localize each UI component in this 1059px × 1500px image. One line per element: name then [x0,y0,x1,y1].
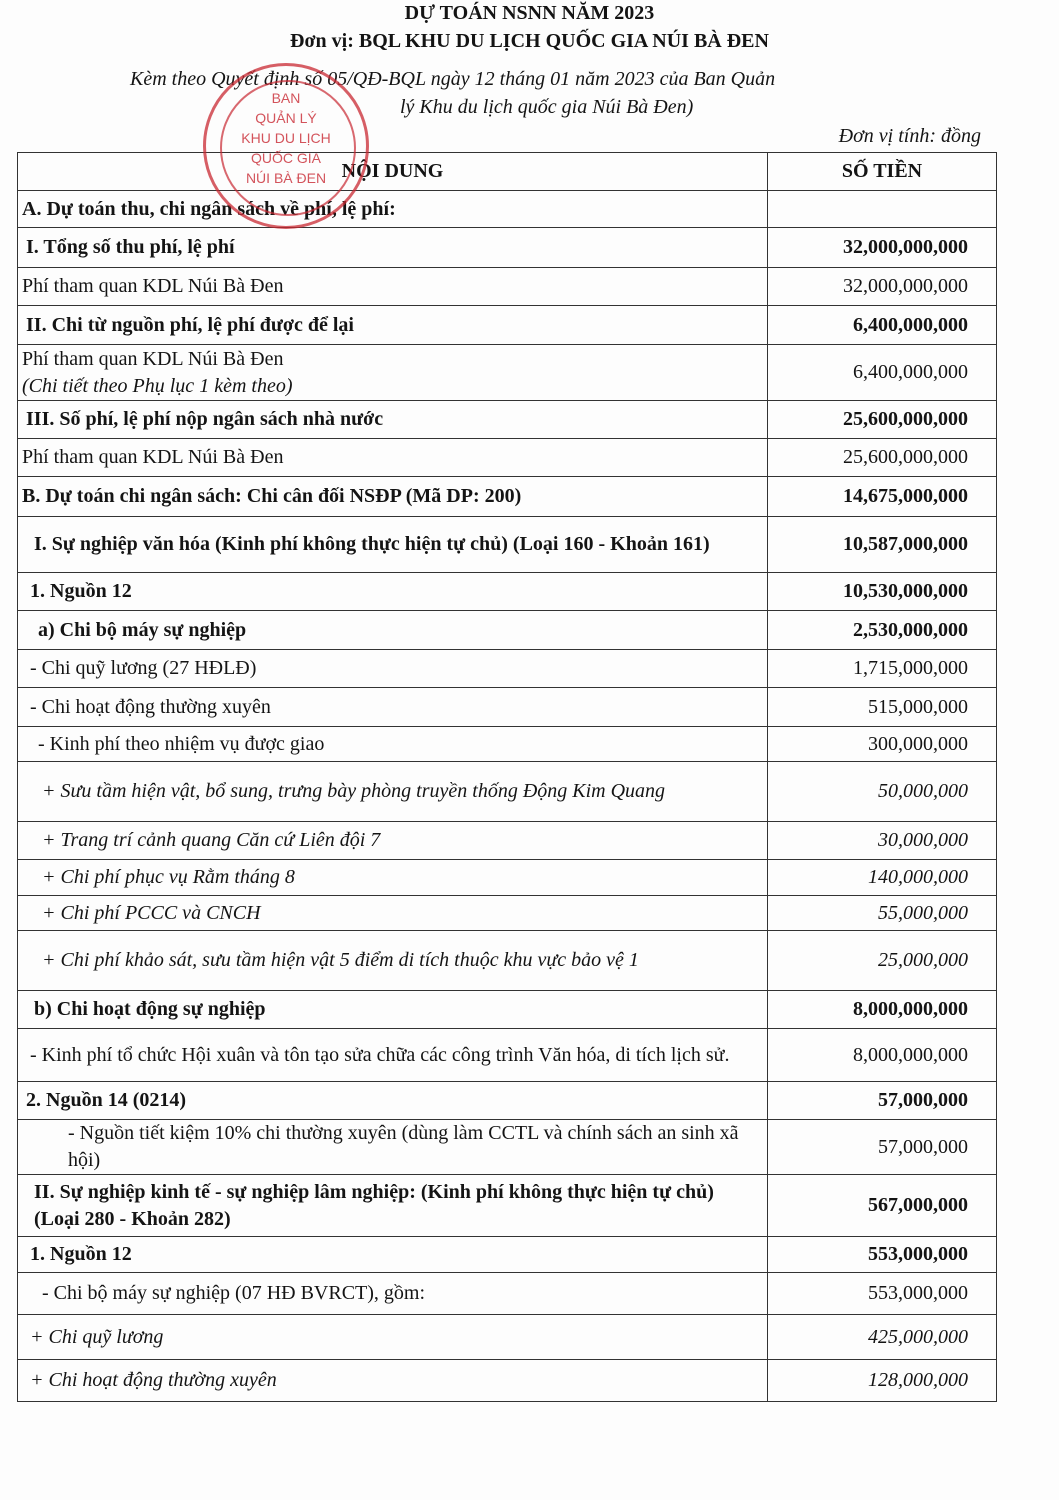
row-content [18,401,768,439]
row-content-text: + Chi phí PCCC và CNCH [42,901,261,924]
row-content-text: I. Tổng số thu phí, lệ phí [26,236,235,258]
row-amount: 1,715,000,000 [768,650,997,688]
row-amount: 25,600,000,000 [768,439,997,477]
table-row [18,688,997,727]
table-row [18,991,997,1029]
row-content [18,573,768,611]
row-content-text: Phí tham quan KDL Núi Bà Đen [22,275,284,297]
row-content [18,477,768,517]
table-row [18,345,997,401]
row-content [18,191,768,228]
row-content [18,1082,768,1120]
table-row [18,1360,997,1402]
row-content-text: b) Chi hoạt động sự nghiệp [34,998,266,1020]
organization-unit: Đơn vị: BQL KHU DU LỊCH QUỐC GIA NÚI BÀ ĐEN [290,30,769,52]
row-content [18,517,768,573]
row-content-text: 1. Nguồn 12 [30,1243,132,1265]
row-content-text: + Chi quỹ lương [30,1325,164,1348]
table-row [18,191,997,228]
table-row [18,896,997,931]
table-row [18,1237,997,1273]
row-amount: 2,530,000,000 [768,611,997,650]
row-amount: 553,000,000 [768,1273,997,1315]
row-content [18,345,768,401]
row-content-text: 1. Nguồn 12 [30,580,132,602]
table-row [18,1029,997,1082]
row-content-text: a) Chi bộ máy sự nghiệp [38,618,247,641]
row-content-note: (Chi tiết theo Phụ lục 1 kèm theo) [22,374,293,397]
row-content-text: I. Sự nghiệp văn hóa (Kinh phí không thực hiện tự chủ) (Loại 160 - Khoản 161) [34,533,710,555]
row-content-text: B. Dự toán chi ngân sách: Chi cân đối NSĐP (Mã DP: 200) [22,485,522,507]
table-row [18,1120,997,1175]
table-row [18,517,997,573]
table-row [18,1273,997,1315]
decision-reference-line2: lý Khu du lịch quốc gia Núi Bà Đen) [400,96,694,118]
decision-reference-line1: Kèm theo Quyết định số 05/QĐ-BQL ngày 12 tháng 01 năm 2023 của Ban Quản [130,68,776,90]
table-row [18,1082,997,1120]
row-amount: 425,000,000 [768,1315,997,1360]
row-amount: 57,000,000 [768,1120,997,1175]
row-amount: 10,530,000,000 [768,573,997,611]
table-row [18,573,997,611]
row-amount: 10,587,000,000 [768,517,997,573]
row-amount: 8,000,000,000 [768,991,997,1029]
row-content-text: Phí tham quan KDL Núi Bà Đen [22,347,284,370]
row-content [18,1360,768,1402]
row-amount: 128,000,000 [768,1360,997,1402]
row-content [18,896,768,931]
table-row [18,306,997,345]
table-row [18,1175,997,1237]
row-content-text: - Kinh phí tổ chức Hội xuân và tôn tạo sửa chữa các công trình Văn hóa, di tích lịch sử. [30,1043,730,1066]
document-title: DỰ TOÁN NSNN NĂM 2023 [404,2,655,24]
row-content [18,1120,768,1175]
row-content [18,228,768,268]
budget-table [17,152,997,1402]
row-content-text: III. Số phí, lệ phí nộp ngân sách nhà nước [26,408,384,430]
row-content-text: + Chi phí phục vụ Rằm tháng 8 [42,866,295,888]
table-row [18,762,997,822]
row-amount: 25,000,000 [768,931,997,991]
row-content [18,1237,768,1273]
row-content [18,1315,768,1360]
table-header-row [18,153,997,191]
row-content [18,991,768,1029]
row-amount: 32,000,000,000 [768,268,997,306]
row-amount: 553,000,000 [768,1237,997,1273]
row-content [18,931,768,991]
table-row [18,401,997,439]
row-amount: 6,400,000,000 [768,345,997,401]
seal-text-line: QUỐC GIA [250,150,321,166]
row-content [18,611,768,650]
table-row [18,727,997,762]
table-row [18,860,997,896]
row-content [18,822,768,860]
table-row [18,931,997,991]
seal-text-line: QUẢN LÝ [255,110,317,126]
column-header-amount: SỐ TIỀN [768,153,997,191]
row-content-text: - Kinh phí theo nhiệm vụ được giao [38,732,325,755]
row-content-text: + Sưu tầm hiện vật, bổ sung, trưng bày phòng truyền thống Động Kim Quang [42,780,666,802]
row-amount: 300,000,000 [768,727,997,762]
row-content-text: - Chi hoạt động thường xuyên [30,695,271,718]
row-content [18,1273,768,1315]
row-amount [768,191,997,228]
row-content [18,1029,768,1082]
row-content [18,268,768,306]
row-content [18,1175,768,1237]
row-amount: 6,400,000,000 [768,306,997,345]
row-content [18,762,768,822]
row-content-text: - Nguồn tiết kiệm 10% chi thường xuyên (dùng làm CCTL và chính sách an sinh xã hội) [68,1122,739,1171]
row-amount: 567,000,000 [768,1175,997,1237]
table-row [18,611,997,650]
row-content-text: + Trang trí cảnh quang Căn cứ Liên đội 7 [42,829,381,851]
table-row [18,439,997,477]
row-content-text: II. Chi từ nguồn phí, lệ phí được để lại [26,313,354,336]
row-content-text: - Chi bộ máy sự nghiệp (07 HĐ BVRCT), gồm: [42,1282,426,1304]
table-row [18,1315,997,1360]
row-amount: 515,000,000 [768,688,997,727]
row-content [18,688,768,727]
row-amount: 30,000,000 [768,822,997,860]
row-content-text: A. Dự toán thu, chi ngân sách về phí, lệ phí: [22,197,396,220]
table-row [18,268,997,306]
row-amount: 14,675,000,000 [768,477,997,517]
seal-text-line: BAN [271,90,301,106]
row-amount: 25,600,000,000 [768,401,997,439]
seal-text-line: NÚI BÀ ĐEN [245,170,327,186]
row-amount: 57,000,000 [768,1082,997,1120]
row-content-text: II. Sự nghiệp kinh tế - sự nghiệp lâm nghiệp: (Kinh phí không thực hiện tự chủ) (Loại 280 - Khoản 282) [34,1180,714,1230]
table-row [18,822,997,860]
row-amount: 55,000,000 [768,896,997,931]
table-row [18,477,997,517]
table-row [18,650,997,688]
currency-unit: Đơn vị tính: đồng [838,125,981,147]
row-content-text: Phí tham quan KDL Núi Bà Đen [22,446,284,468]
row-content [18,860,768,896]
table-row [18,228,997,268]
row-amount: 32,000,000,000 [768,228,997,268]
row-content-text: + Chi hoạt động thường xuyên [30,1369,277,1391]
row-content [18,306,768,345]
row-amount: 50,000,000 [768,762,997,822]
row-content-text: 2. Nguồn 14 (0214) [26,1089,187,1111]
seal-text-line: KHU DU LỊCH [241,130,331,146]
row-amount: 140,000,000 [768,860,997,896]
row-content-text: - Chi quỹ lương (27 HĐLĐ) [30,657,257,679]
row-content [18,439,768,477]
column-header-content: NỘI DUNG [18,153,768,191]
row-content [18,650,768,688]
row-content-text: + Chi phí khảo sát, sưu tầm hiện vật 5 điểm di tích thuộc khu vực bảo vệ 1 [42,949,639,971]
row-amount: 8,000,000,000 [768,1029,997,1082]
row-content [18,727,768,762]
